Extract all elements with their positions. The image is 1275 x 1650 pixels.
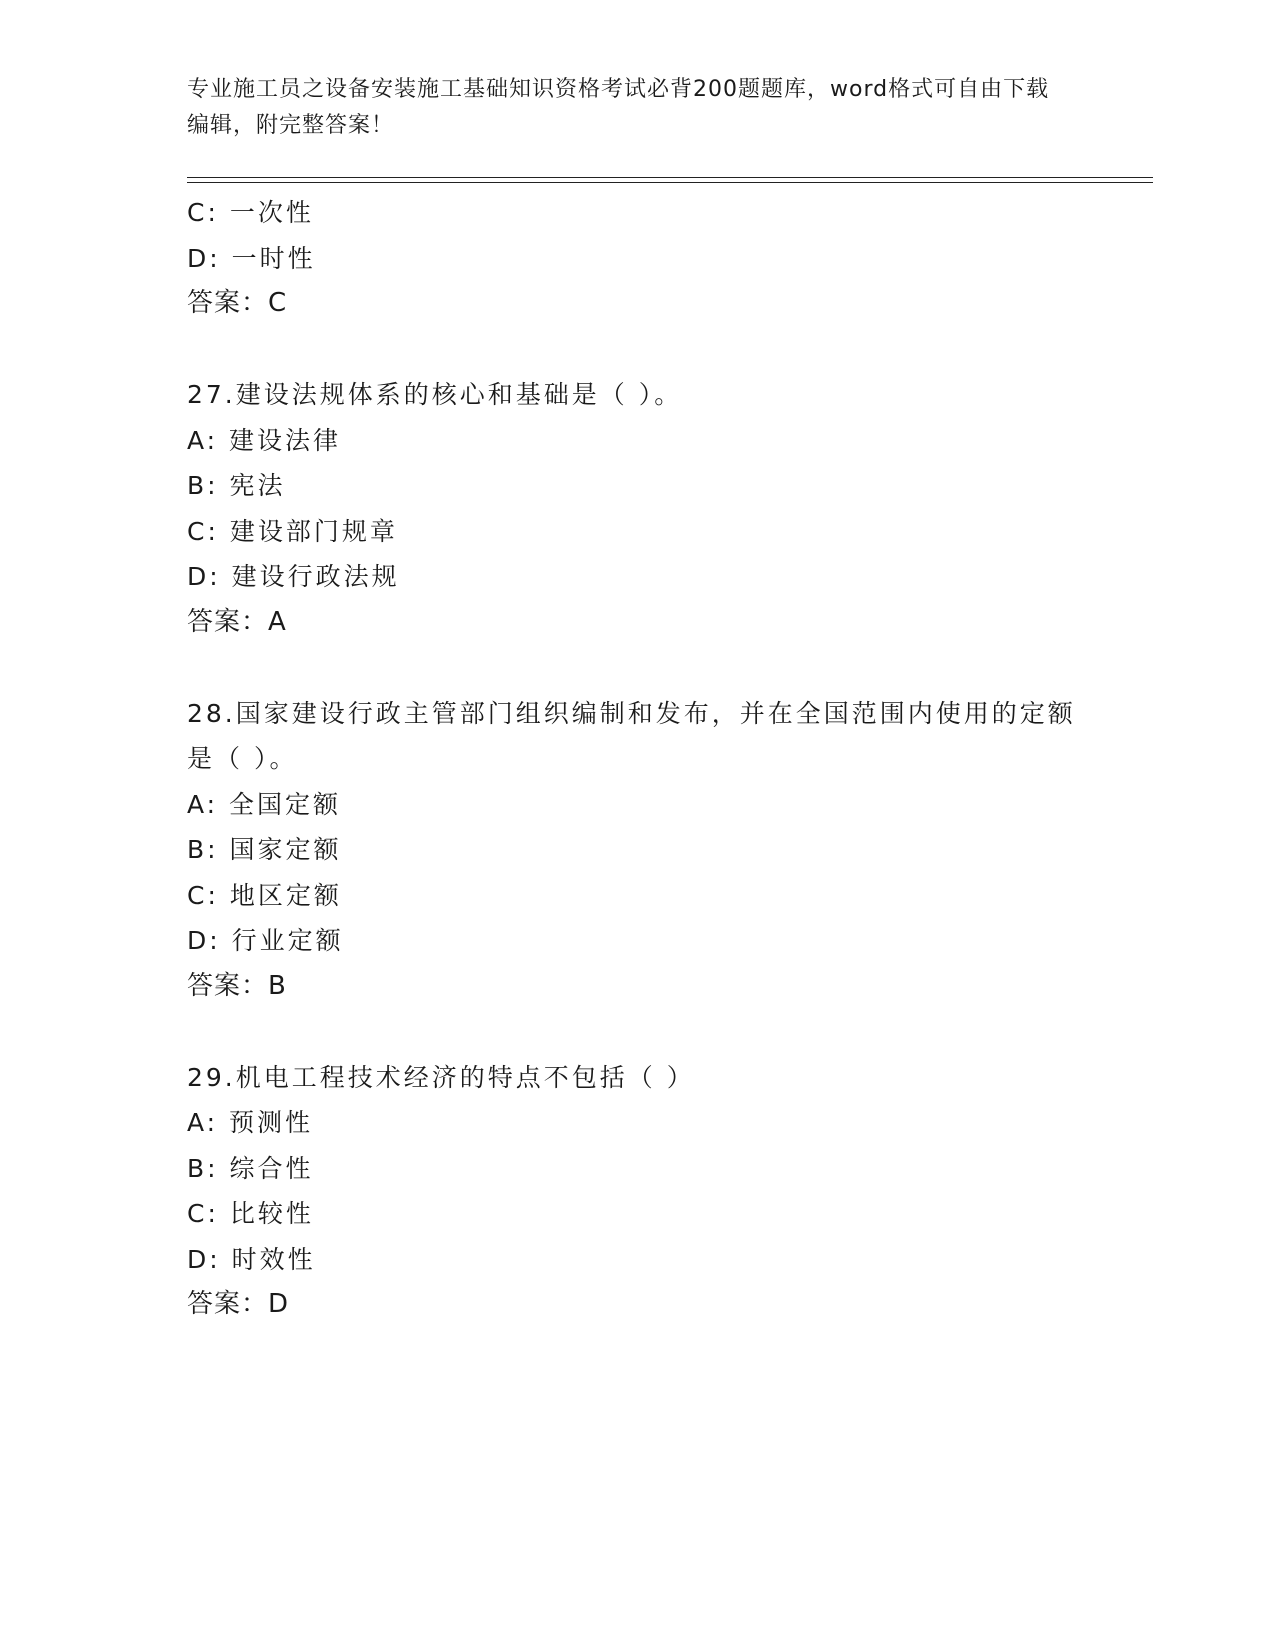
option-c: C: 建设部门规章	[187, 516, 398, 546]
spacer	[187, 1009, 1087, 1055]
option-d: D: 一时性	[187, 243, 316, 273]
answer-line: 答案：B	[187, 970, 287, 1001]
question-28	[187, 691, 1087, 1010]
question-stem: 27.建设法规体系的核心和基础是（ ）。	[187, 380, 683, 409]
answer-line: 答案：D	[187, 1289, 290, 1319]
answer-line: 答案：A	[187, 606, 287, 637]
option-d: D: 时效性	[187, 1244, 316, 1274]
carryover-block	[187, 190, 1087, 327]
option-b: B: 综合性	[187, 1153, 314, 1183]
option-d: D: 建设行政法规	[187, 562, 400, 591]
option-c: C: 地区定额	[187, 880, 342, 910]
option-c: C: 比较性	[187, 1199, 314, 1228]
spacer	[187, 645, 1087, 691]
option-b: B: 国家定额	[187, 835, 342, 864]
question-stem: 29.机电工程技术经济的特点不包括（ ）	[187, 1062, 695, 1092]
document-header: 专业施工员之设备安装施工基础知识资格考试必背200题题库，word格式可自由下载编辑，附完整答案！	[187, 77, 1050, 138]
option-b: B: 宪法	[187, 471, 286, 500]
option-c: C: 一次性	[187, 198, 314, 227]
question-stem: 28.国家建设行政主管部门组织编制和发布，并在全国范围内使用的定额是（ ）。	[187, 698, 1076, 773]
spacer	[187, 327, 1087, 373]
question-content	[187, 190, 1087, 1328]
option-a: A: 全国定额	[187, 789, 342, 819]
answer-line: 答案：C	[187, 288, 288, 318]
question-29	[187, 1055, 1087, 1328]
option-d: D: 行业定额	[187, 926, 344, 955]
header-divider-top	[187, 177, 1153, 178]
option-a: A: 建设法律	[187, 425, 342, 455]
option-a: A: 预测性	[187, 1108, 314, 1137]
header-divider-bottom	[187, 182, 1153, 183]
question-27	[187, 372, 1087, 645]
